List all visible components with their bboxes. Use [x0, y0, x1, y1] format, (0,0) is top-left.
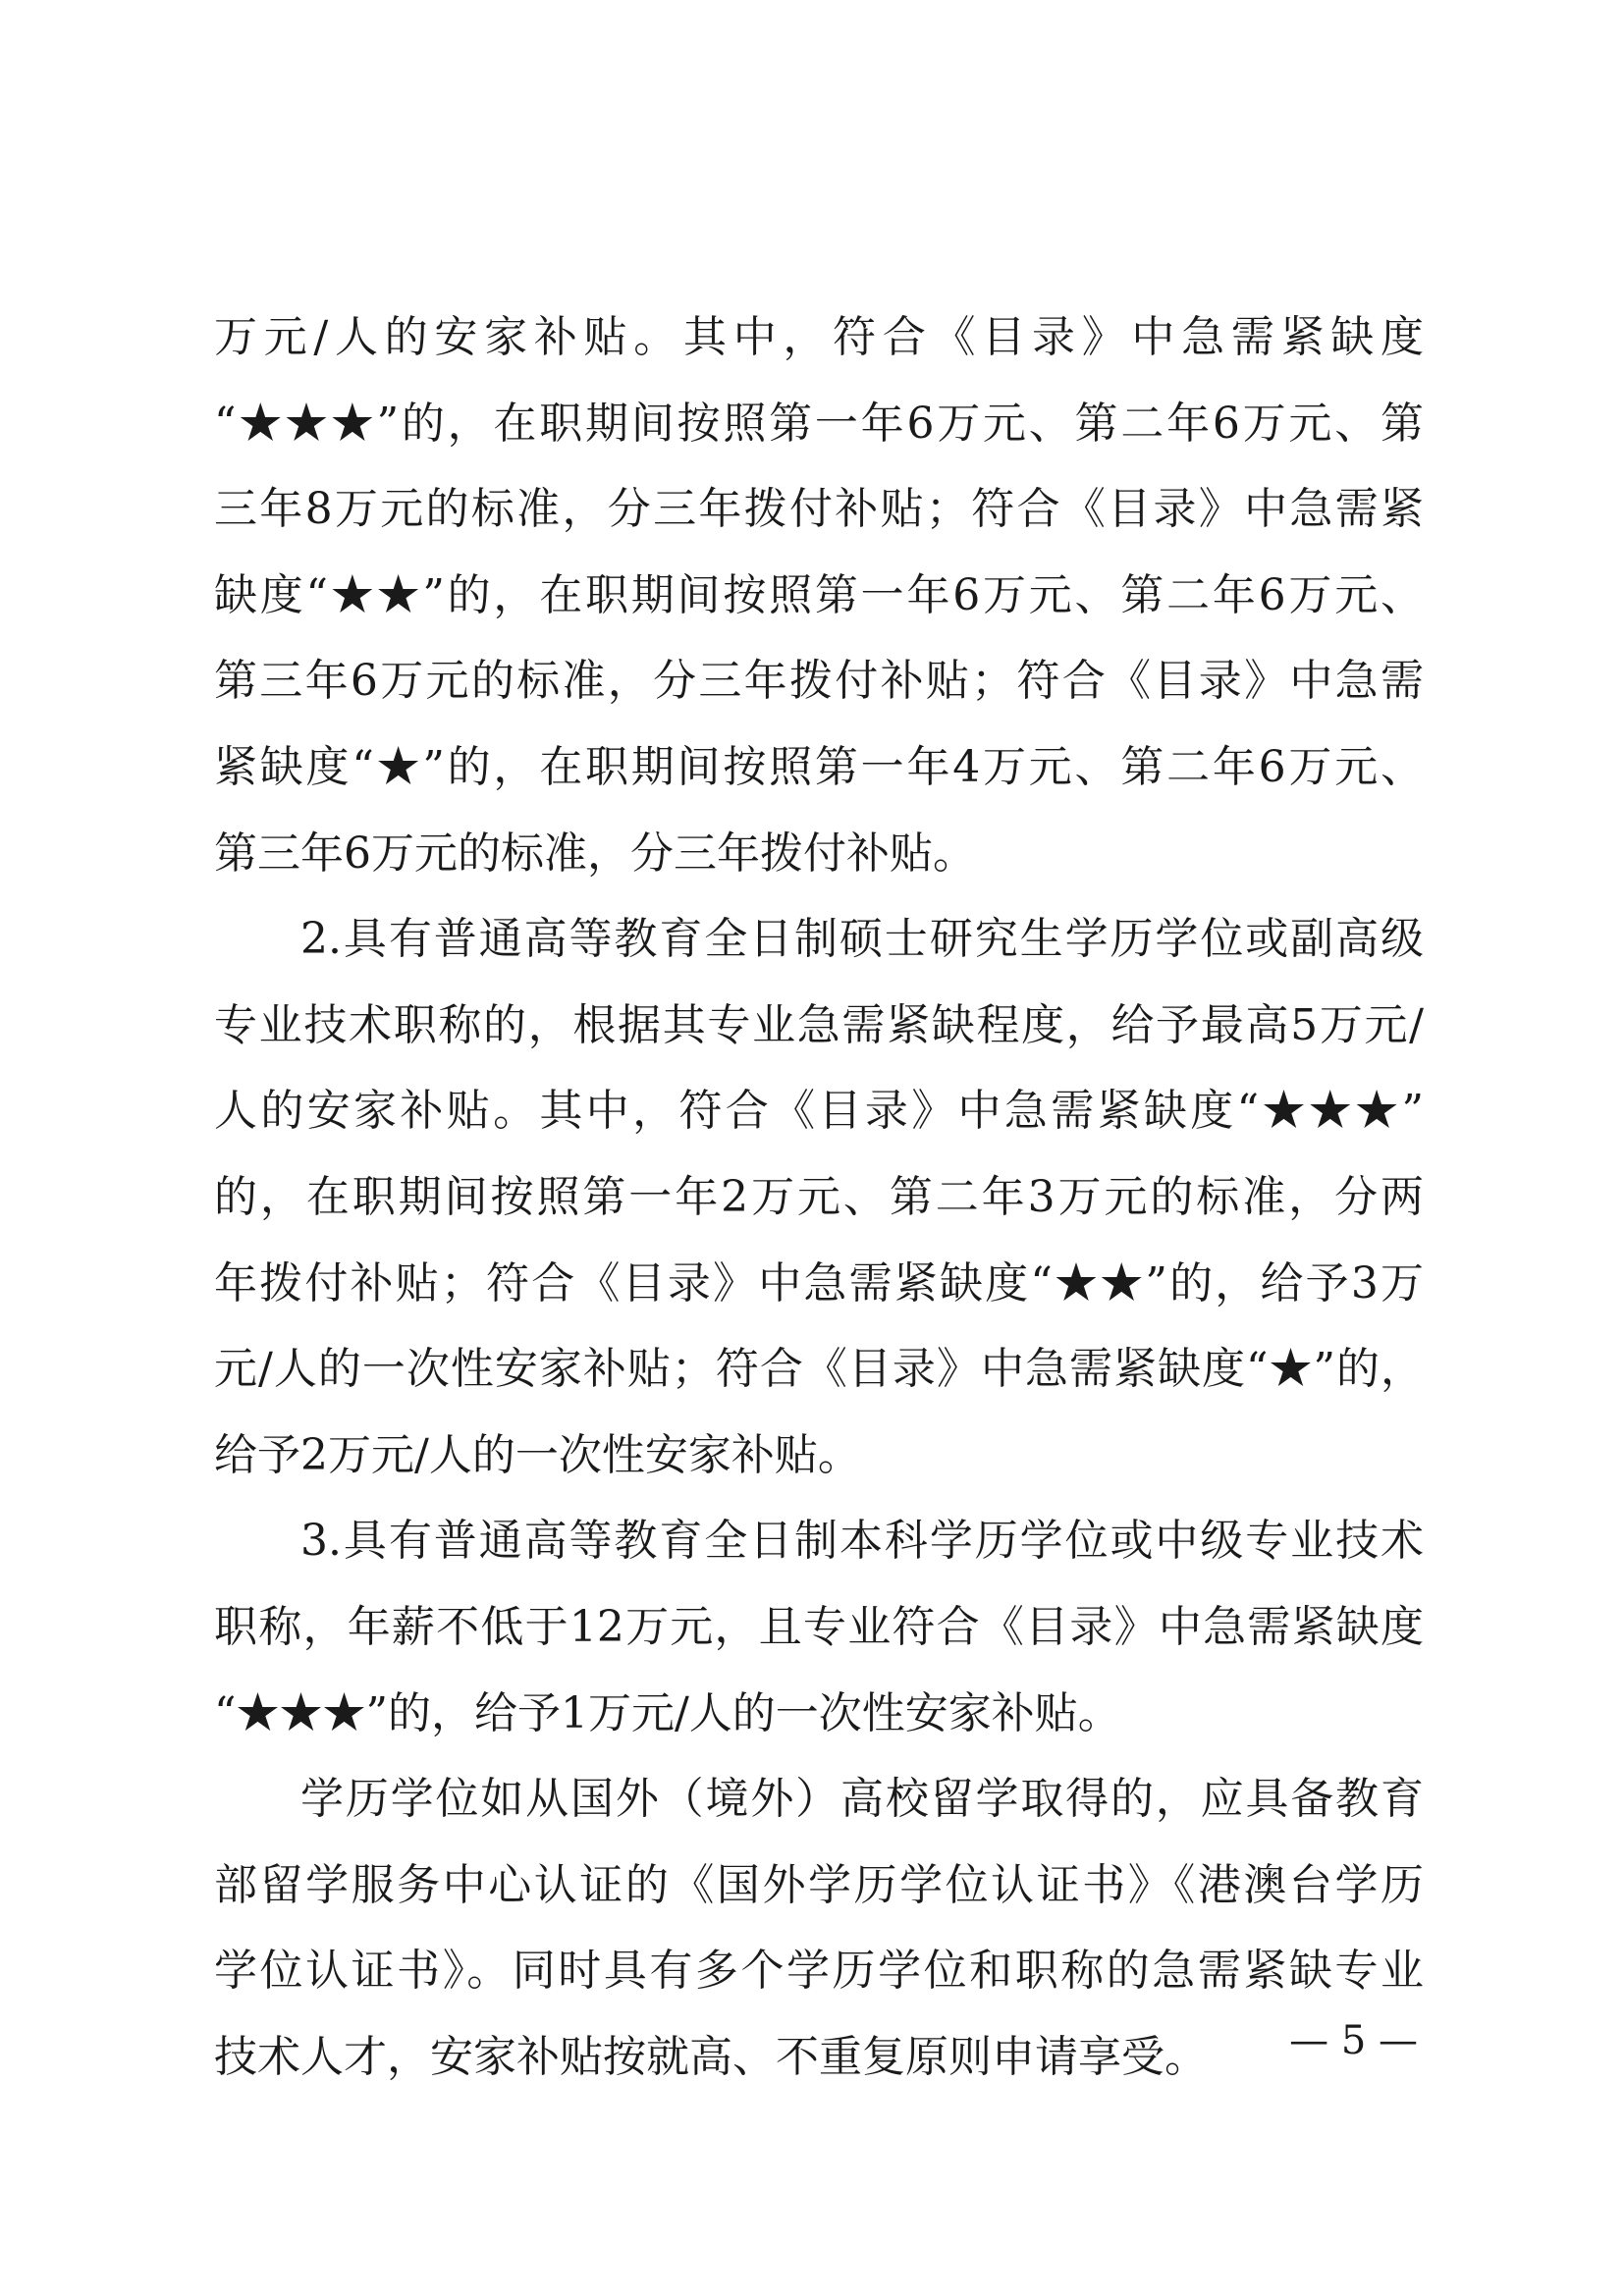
text-line: 专业技术职称的，根据其专业急需紧缺程度，给予最高5万元/ — [214, 999, 1424, 1050]
text-line: 给予2万元/人的一次性安家补贴。 — [214, 1429, 861, 1480]
page-number: — 5 — — [1289, 2018, 1418, 2063]
text-line: 缺度“★★”的，在职期间按照第一年6万元、第二年6万元、 — [214, 569, 1424, 620]
paragraph-item-2-masters — [214, 896, 1424, 1498]
text-line: 学历学位如从国外（境外）高校留学取得的，应具备教育 — [300, 1774, 1424, 1825]
text-line: 2.具有普通高等教育全日制硕士研究生学历学位或副高级 — [300, 914, 1424, 965]
text-line: 的，在职期间按照第一年2万元、第二年3万元的标准，分两 — [214, 1171, 1424, 1222]
text-line: 第三年6万元的标准，分三年拨付补贴。 — [214, 828, 976, 879]
text-line: 第三年6万元的标准，分三年拨付补贴；符合《目录》中急需 — [214, 656, 1424, 707]
text-line: 部留学服务中心认证的《国外学历学位认证书》《港澳台学历 — [214, 1859, 1424, 1910]
text-line: 元/人的一次性安家补贴；符合《目录》中急需紧缺度“★”的， — [214, 1344, 1424, 1395]
paragraph-item-3-bachelor — [214, 1498, 1424, 1756]
text-line: 技术人才，安家补贴按就高、不重复原则申请享受。 — [214, 2031, 1208, 2082]
document-body — [214, 294, 1424, 2100]
text-line: 3.具有普通高等教育全日制本科学历学位或中级专业技术 — [300, 1516, 1424, 1567]
text-line: 学位认证书》。同时具有多个学历学位和职称的急需紧缺专业 — [214, 1946, 1424, 1997]
paragraph-overseas-degree — [214, 1756, 1424, 2100]
paragraph-subsidy-continuation — [214, 294, 1424, 896]
text-line: 三年8万元的标准，分三年拨付补贴；符合《目录》中急需紧 — [214, 484, 1424, 535]
text-line: 年拨付补贴；符合《目录》中急需紧缺度“★★”的，给予3万 — [214, 1257, 1424, 1308]
text-line: “★★★”的，在职期间按照第一年6万元、第二年6万元、第 — [214, 398, 1424, 449]
text-line: 职称，年薪不低于12万元，且专业符合《目录》中急需紧缺度 — [214, 1601, 1424, 1652]
text-line: “★★★”的，给予1万元/人的一次性安家补贴。 — [214, 1687, 1121, 1738]
text-line: 人的安家补贴。其中，符合《目录》中急需紧缺度“★★★” — [214, 1086, 1424, 1137]
text-line: 紧缺度“★”的，在职期间按照第一年4万元、第二年6万元、 — [214, 741, 1424, 792]
text-line: 万元/人的安家补贴。其中，符合《目录》中急需紧缺度 — [214, 312, 1424, 362]
